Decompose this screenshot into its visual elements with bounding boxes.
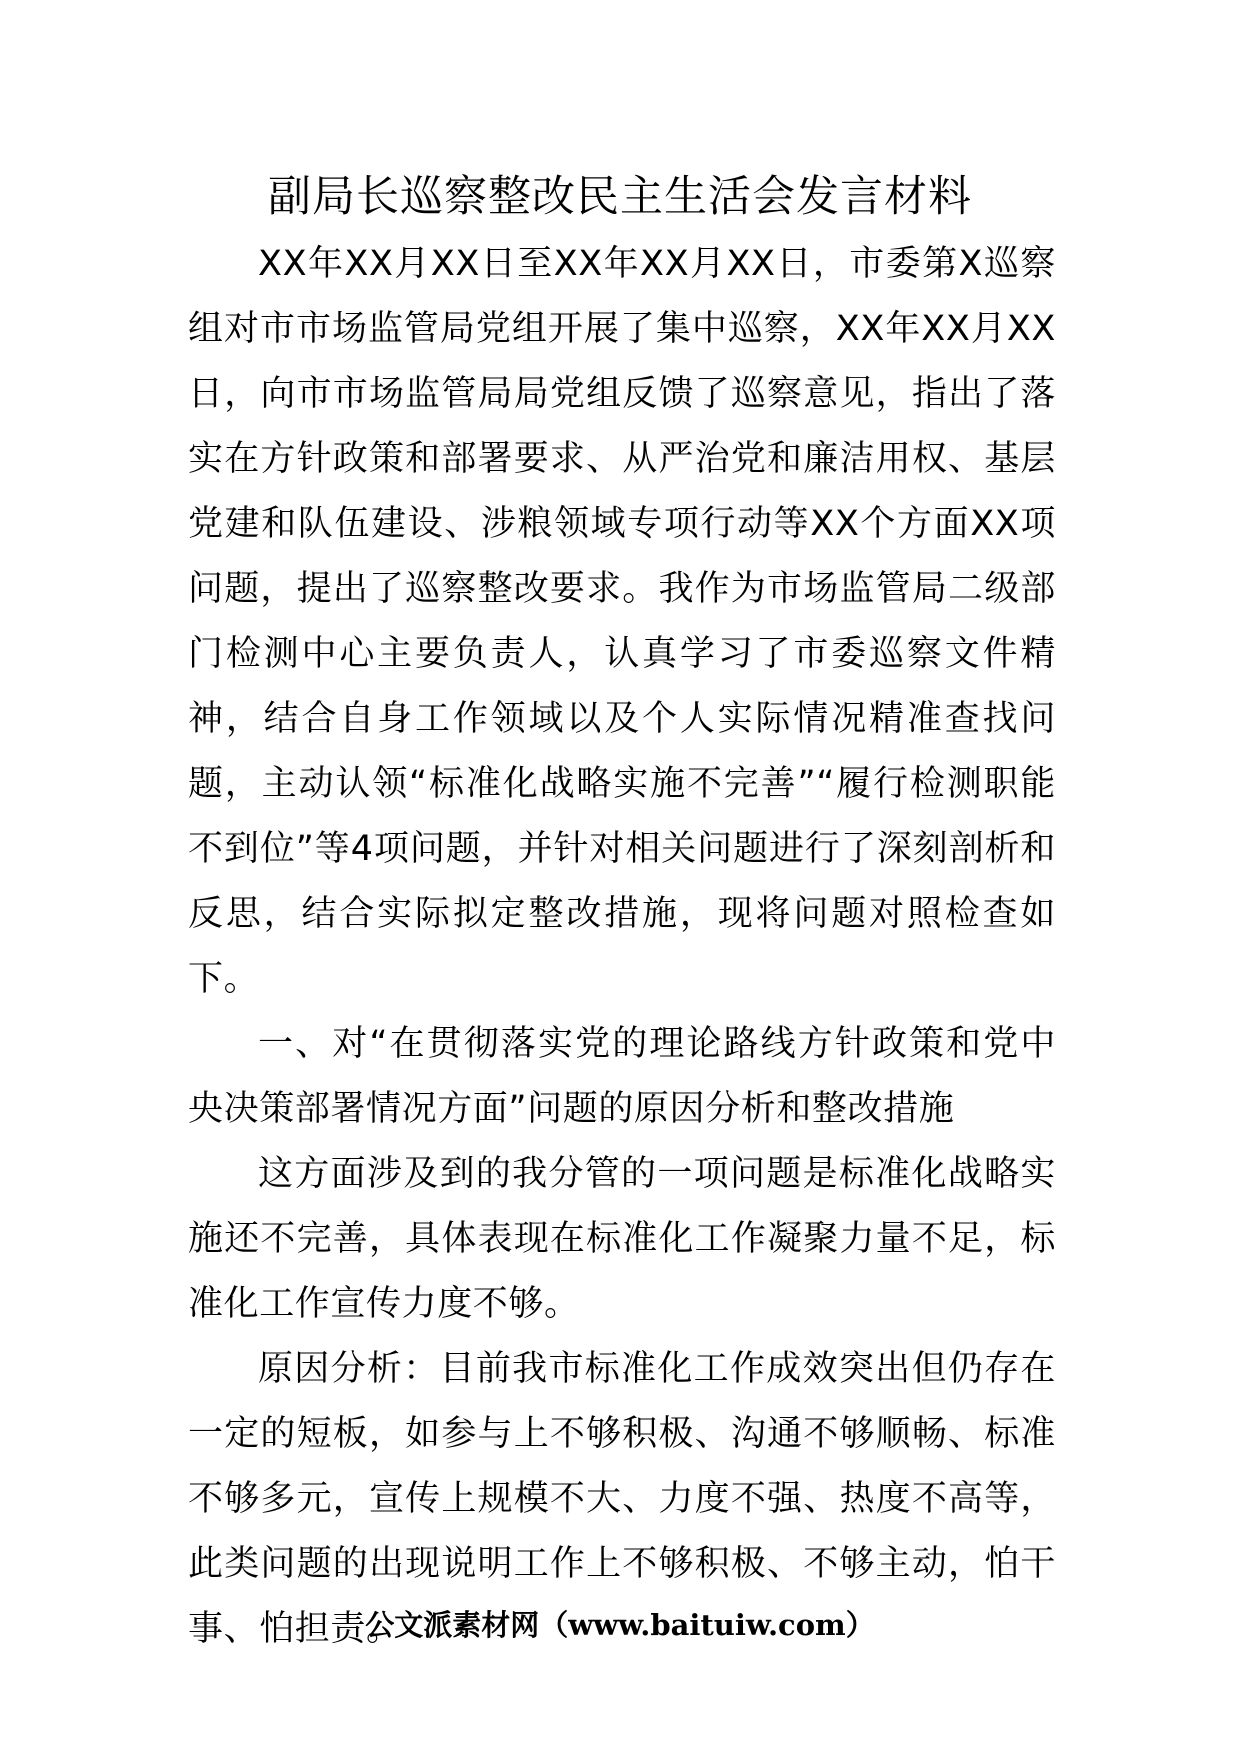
intro-paragraph: XX年XX月XX日至XX年XX月XX日，市委第X巡察组对市市场监管局党组开展了集中巡察，XX年XX月XX日，向市市场监管局局党组反馈了巡察意见，指出了落实在方针政策和部署要求、从严治党和廉洁用权、基层党建和队伍建设、涉粮领域专项行动等XX个方面XX项问题，提出了巡察整改要求。我作为市场监管局二级部门检测中心主要负责人，认真学习了市委巡察文件精神，结合自身工作领域以及个人实际情况精准查找问题，主动认领“标准化战略实施不完善”“履行检测职能不到位”等4项问题，并针对相关问题进行了深刻剖析和反思，结合实际拟定整改措施，现将问题对照检查如下。 <box>188 244 1056 999</box>
document-body <box>188 232 1056 1662</box>
section-heading: 一、对“在贯彻落实党的理论路线方针政策和党中央决策部署情况方面”问题的原因分析和整改措施 <box>188 1024 1056 1129</box>
cause-analysis-paragraph: 原因分析：目前我市标准化工作成效突出但仍存在一定的短板，如参与上不够积极、沟通不够顺畅、标准不够多元，宣传上规模不大、力度不强、热度不高等，此类问题的出现说明工作上不够积极、不够主动，怕干事、怕担责。 <box>188 1349 1056 1649</box>
document-title: 副局长巡察整改民主生活会发言材料 <box>268 172 972 222</box>
problem-paragraph: 这方面涉及到的我分管的一项问题是标准化战略实施还不完善，具体表现在标准化工作凝聚力量不足，标准化工作宣传力度不够。 <box>188 1154 1056 1324</box>
watermark-footer: 公文派素材网（www.baituiw.com） <box>365 1608 875 1642</box>
